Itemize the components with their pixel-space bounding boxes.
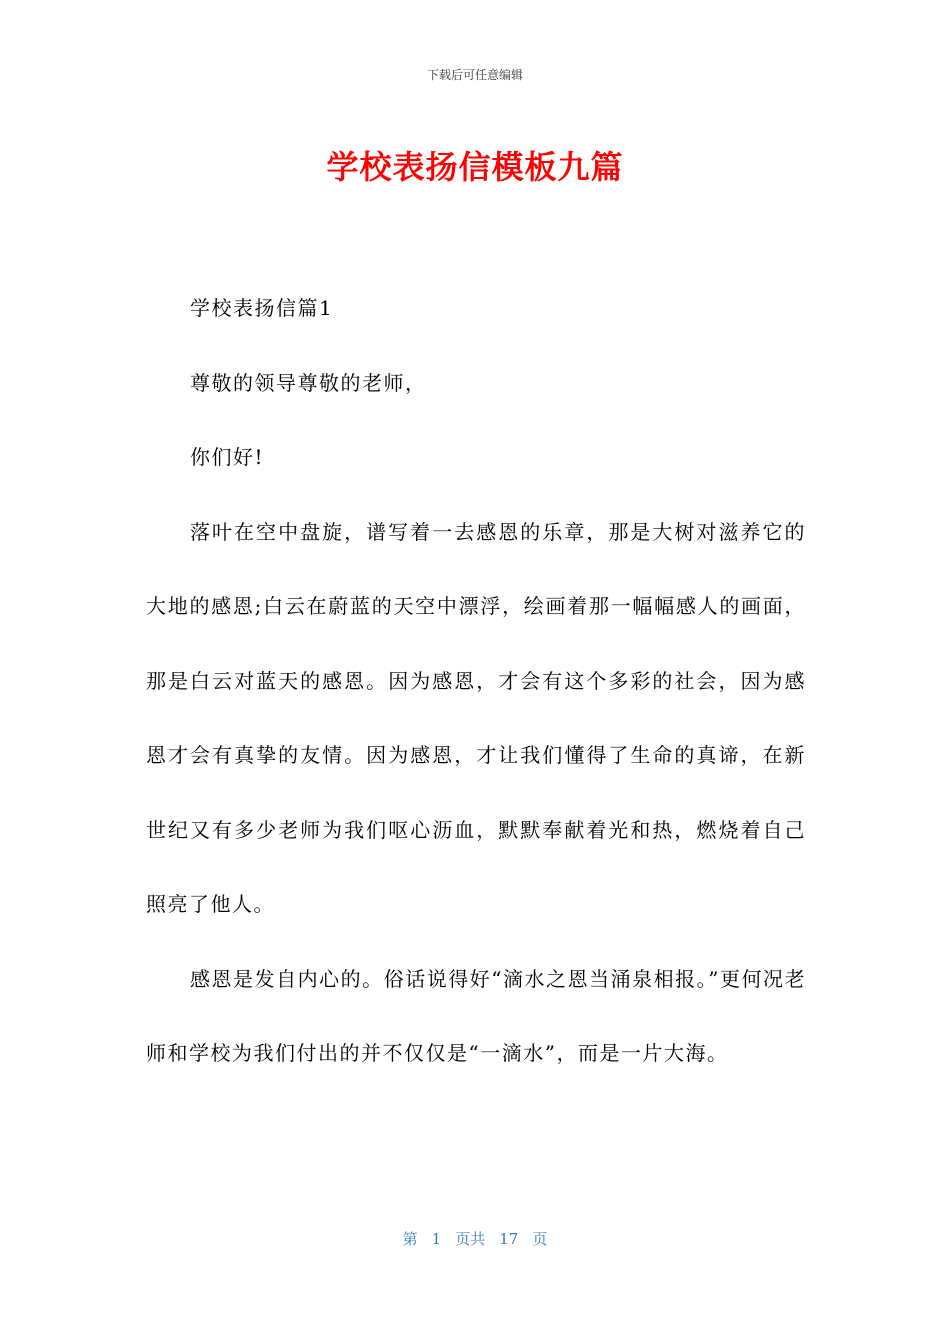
section-heading: 学校表扬信篇1 (190, 296, 334, 320)
footer-total-pages: 17 (499, 1230, 519, 1248)
document-body (146, 271, 806, 1091)
salutation: 尊敬的领导尊敬的老师， (190, 370, 427, 395)
page-header-note: 下载后可任意编辑 (426, 68, 523, 82)
document-title: 学校表扬信模板九篇 (326, 148, 624, 186)
greeting: 你们好! (190, 445, 265, 469)
footer-current-page: 1 (431, 1230, 442, 1248)
body-paragraph: 感恩是发自内心的。俗话说得好“滴水之恩当涌泉相报。”更何况老师和学校为我们付出的并不仅仅是“一滴水”，而是一片大海。 (146, 966, 806, 1065)
footer-label-end: 页 (532, 1230, 548, 1248)
body-paragraph: 落叶在空中盘旋，谱写着一去感恩的乐章，那是大树对滋养它的大地的感恩;白云在蔚蓝的天空中漂浮，绘画着那一幅幅感人的画面，那是白云对蓝天的感恩。因为感恩，才会有这个多彩的社会，因为感恩才会有真挚的友情。因为感恩，才让我们懂得了生命的真谛，在新世纪又有多少老师为我们呕心沥血，默默奉献着光和热，燃烧着自己照亮了他人。 (146, 519, 806, 916)
footer-label-page: 第 (402, 1230, 418, 1248)
page-footer (0, 1228, 950, 1249)
footer-label-total: 页共 (455, 1230, 486, 1248)
